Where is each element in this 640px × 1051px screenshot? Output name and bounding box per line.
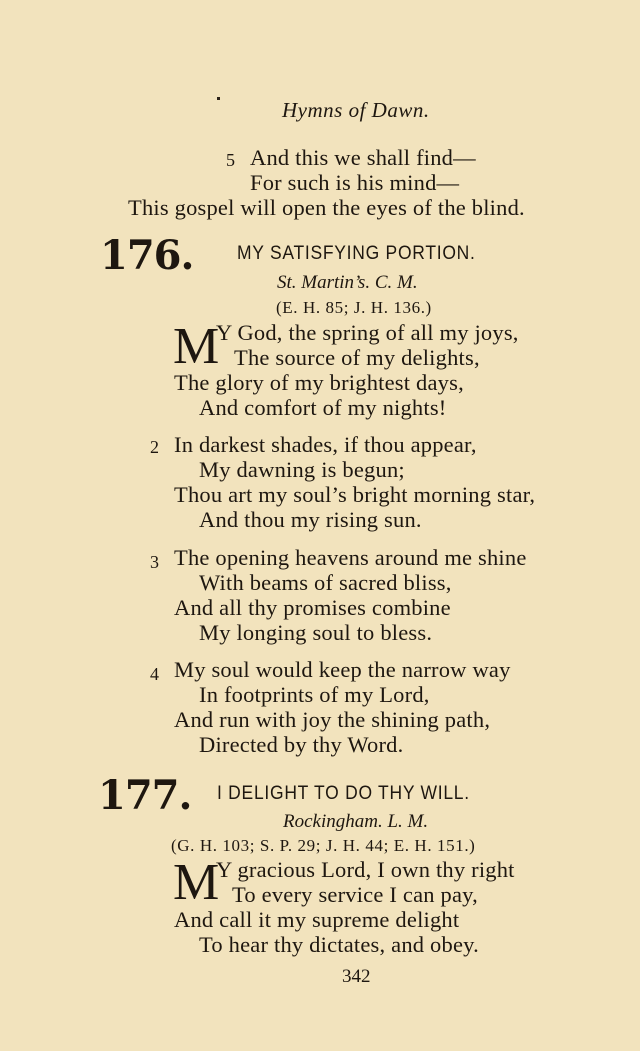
verse-line: And this we shall find— — [250, 145, 476, 170]
verse-line: And thou my rising sun. — [199, 507, 422, 532]
printer-mark — [217, 97, 220, 100]
drop-cap: M — [173, 854, 220, 911]
verse-line: And call it my supreme delight — [174, 907, 460, 932]
verse-line: In footprints of my Lord, — [199, 682, 430, 707]
verse-line: And comfort of my nights! — [199, 395, 447, 420]
verse-line: My soul would keep the narrow way — [174, 657, 511, 682]
verse-line: With beams of sacred bliss, — [199, 570, 452, 595]
verse-line: The source of my delights, — [234, 345, 480, 370]
verse-line: Y gracious Lord, I own thy right — [216, 857, 515, 882]
verse-line: For such is his mind— — [250, 170, 460, 195]
verse-line: And run with joy the shining path, — [174, 707, 491, 732]
hymn-title: MY SATISFYING PORTION. — [237, 243, 476, 264]
tune-name: St. Martin’s. C. M. — [277, 272, 418, 293]
hymn-number: 177. — [98, 772, 192, 819]
verse-line: Directed by thy Word. — [199, 732, 404, 757]
tune-name: Rockingham. L. M. — [283, 811, 429, 832]
hymn-number: 176. — [100, 232, 194, 279]
verse-line: Y God, the spring of all my joys, — [216, 320, 519, 345]
running-header: Hymns of Dawn. — [282, 98, 430, 122]
verse-line: The glory of my brightest days, — [174, 370, 464, 395]
verse-line: In darkest shades, if thou appear, — [174, 432, 477, 457]
page-number: 342 — [342, 966, 371, 987]
verse-line: This gospel will open the eyes of the blind. — [128, 195, 525, 220]
hymnal-references: (E. H. 85; J. H. 136.) — [276, 298, 432, 317]
verse-number: 2 — [150, 437, 159, 457]
verse-line: To every service I can pay, — [232, 882, 478, 907]
verse-line: My dawning is begun; — [199, 457, 405, 482]
hymn-title: I DELIGHT TO DO THY WILL. — [217, 783, 470, 804]
verse-line: And all thy promises combine — [174, 595, 451, 620]
verse-number: 4 — [150, 664, 159, 684]
verse-line: Thou art my soul’s bright morning star, — [174, 482, 536, 507]
verse-number: 3 — [150, 552, 159, 572]
drop-cap: M — [173, 318, 220, 375]
verse-line: The opening heavens around me shine — [174, 545, 527, 570]
verse-line: To hear thy dictates, and obey. — [199, 932, 479, 957]
verse-number: 5 — [226, 150, 235, 170]
verse-line: My longing soul to bless. — [199, 620, 433, 645]
hymnal-references: (G. H. 103; S. P. 29; J. H. 44; E. H. 151.) — [171, 836, 476, 855]
